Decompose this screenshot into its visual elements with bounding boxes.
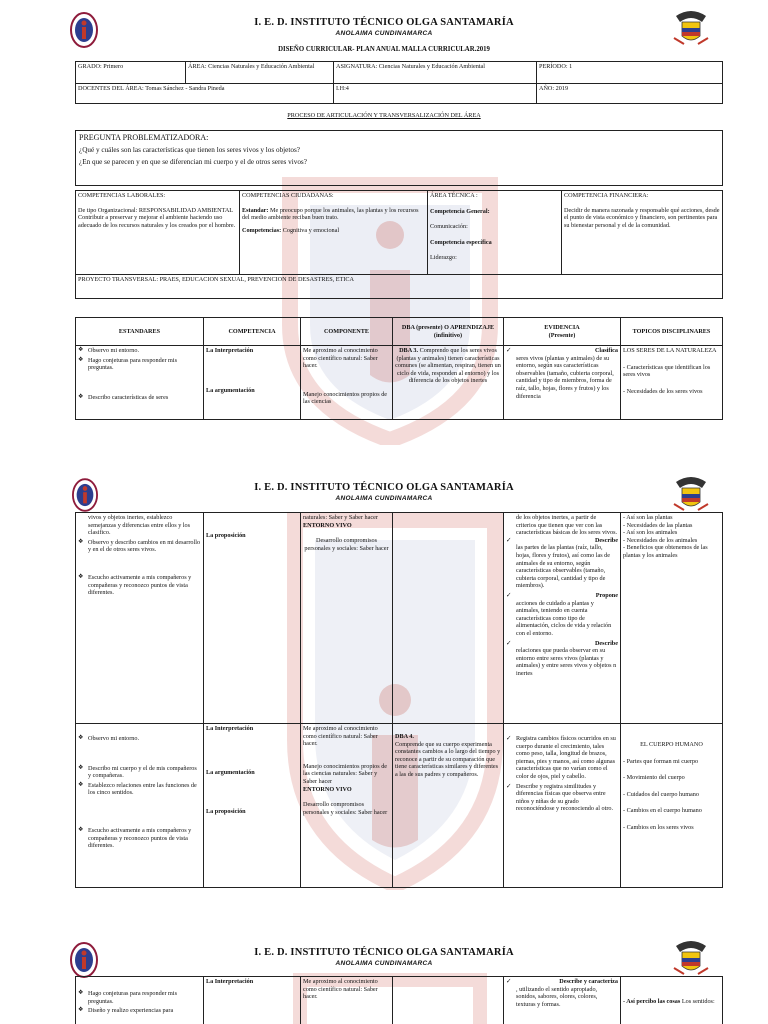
competencias-text: Cognitiva y emocional	[281, 226, 340, 234]
grado-cell: GRADO: Primero	[76, 62, 186, 84]
topico-item: - Partes que forman mi cuerpo	[623, 757, 699, 765]
topico-item: - Así son las plantas	[623, 514, 673, 521]
ciudadanas-cell	[240, 191, 428, 275]
topicos-cell	[621, 977, 723, 1024]
componente-text: Desarrollo compromisos personales y sociales: Saber hacer	[303, 801, 388, 816]
evidencia-cell	[504, 346, 621, 420]
estandar-label: Estandar:	[242, 206, 269, 214]
list-item	[506, 537, 618, 590]
dba-cell	[393, 346, 504, 420]
topico-item: - Necesidades de los seres vivos	[623, 387, 703, 395]
asignatura-cell: ASIGNATURA: Ciencias Naturales y Educación Ambiental	[334, 62, 537, 84]
school-title: I. E. D. INSTITUTO TÉCNICO OLGA SANTAMARÍA	[254, 947, 514, 958]
competencia-interpretacion: La Interpretación	[206, 725, 254, 732]
pregunta-label: PREGUNTA PROBLEMATIZADORA:	[79, 133, 209, 142]
dba-text: Comprende que su cuerpo experimenta constantes cambios a lo largo del tiempo y reconoce a partir de su comparación que tiene características similares y diferentes a las de sus padres y compañeros.	[395, 740, 501, 778]
topico-title: - Así percibo las cosas	[623, 998, 681, 1005]
competencia-cell	[204, 724, 301, 888]
page-1	[0, 0, 768, 446]
page-header	[0, 0, 768, 50]
evidencia-text: acciones de cuidado a plantas y animales, teniendo en cuenta características como tipo de alimentación, ciclos de vida y relación con el entorno.	[516, 599, 612, 637]
list-item: ❖ Diseño y realizo experiencias para	[78, 1007, 201, 1015]
componente-cell	[301, 724, 393, 888]
evidencia-cell	[504, 724, 621, 888]
competencia-cell	[204, 346, 301, 420]
competencia-interpretacion: La Interpretación	[206, 978, 254, 985]
componente-cell	[301, 977, 393, 1024]
malla-table-p1	[75, 317, 723, 420]
school-title: I. E. D. INSTITUTO TÉCNICO OLGA SANTAMARÍA	[254, 17, 514, 28]
ih-cell: I.H:4	[334, 84, 537, 104]
info-table	[75, 61, 723, 104]
competencia-especifica: Competencia específica	[430, 238, 492, 246]
laborales-text: De tipo Organizacional: RESPONSABILIDAD AMBIENTAL Contribuir a preservar y mejorar el ambiente haciendo uso adecuado de los recursos naturales y los creados por el hombre.	[78, 206, 236, 229]
school-shield-icon	[70, 12, 98, 48]
competencia-interpretacion: La Interpretación	[206, 347, 254, 354]
estandares-cell	[76, 977, 204, 1024]
topico-item: - Necesidades de las plantas	[623, 521, 693, 529]
area-cell: ÁREA: Ciencias Naturales y Educación Ambiental	[186, 62, 334, 84]
col-dba: DBA (presente) O APRENDIZAJE (infinitivo)	[393, 318, 504, 346]
malla-table-p2	[75, 512, 723, 888]
docentes-cell: DOCENTES DEL ÁREA: Tomas Sánchez - Sandra Pineda	[76, 84, 334, 104]
topico-title: LOS SERES DE LA NATURALEZA	[623, 347, 717, 354]
competencia-argumentacion: La argumentación	[206, 386, 255, 394]
list-item	[506, 347, 618, 400]
dba-text: Comprendo que los seres vivos (plantas y animales) tienen características comunes (se alimentan, respiran, tienen un ciclo de vida, responden al entorno) y los diferencia de los objetos inertes	[395, 347, 501, 385]
laborales-heading: COMPETENCIAS LABORALES:	[78, 192, 166, 199]
list-item: ❖ Describo mi cuerpo y el de mis compañeros y compañeras.	[78, 765, 201, 780]
list-item: vivos y objetos inertes, establezco semejanzas y diferencias entre ellos y los clasifico.	[88, 514, 191, 537]
competencia-cell	[204, 977, 301, 1024]
competencia-cell	[204, 513, 301, 724]
topicos-cell	[621, 513, 723, 724]
periodo-cell: PERÍODO: 1	[537, 62, 723, 84]
laborales-cell	[76, 191, 240, 275]
school-title: I. E. D. INSTITUTO TÉCNICO OLGA SANTAMARÍA	[254, 482, 514, 493]
page-2	[0, 470, 768, 908]
list-item	[506, 592, 618, 638]
list-item: ❖ Establezco relaciones entre las funciones de los cinco sentidos.	[78, 782, 201, 797]
topico-item: - Así son los animales	[623, 529, 678, 537]
col-estandares: ESTANDARES	[76, 318, 204, 346]
list-item: ❖ Hago conjeturas para responder mis preguntas.	[78, 990, 201, 1005]
proceso-heading: PROCESO DE ARTICULACIÓN Y TRANSVERSALIZACIÓN DEL ÁREA	[287, 112, 481, 119]
evidencia-verb: ✓ Clasifica	[594, 347, 618, 354]
list-item	[506, 978, 618, 1008]
col-componente: COMPONENTE	[301, 318, 393, 346]
estandares-cell	[76, 346, 204, 420]
list-item: ❖ Hago conjeturas para responder mis preguntas.	[78, 357, 201, 372]
list-item: ❖ Escucho activamente a mis compañeros y compañeras y reconozco puntos de vista diferentes.	[78, 827, 201, 850]
competencia-proposicion: La proposición	[206, 532, 246, 539]
topico-title: EL CUERPO HUMANO	[640, 741, 703, 748]
componente-text: Manejo conocimientos propios de las ciencias	[303, 390, 388, 406]
evidencia-text: seres vivos (plantas y animales) de su entorno, según sus características observables (tamaño, cubierta corporal, cantidad y tipo de miembros, forma de raíz, tallo, hojas, flores y frutos) y los diferencia	[516, 354, 614, 400]
dba-label: DBA 3.	[399, 347, 419, 354]
ciudadanas-heading: COMPETENCIAS CIUDADANAS:	[242, 192, 334, 199]
colombia-coat-of-arms-icon	[672, 938, 710, 978]
page-3	[0, 930, 768, 1024]
competencia-proposicion: La proposición	[206, 808, 246, 816]
componente-text: Me aproximo al conocimiento como científico natural: Saber hacer.	[303, 725, 378, 748]
evidencia-text: , utilizando el sentido apropiado, sonidos, sabores, olores, colores, texturas y formas.	[516, 985, 598, 1008]
evidencia-verb: ✓ Propone	[595, 591, 618, 599]
page-header	[0, 930, 768, 974]
evidencia-text: de los objetos inertes, a partir de criterios que tienen que ver con las características básicas de los seres vivos.	[516, 514, 618, 537]
list-item: ❖ Observo mi entorno.	[78, 347, 201, 355]
topico-item: - Necesidades de los animales	[623, 536, 698, 544]
list-item: ❖ Escucho activamente a mis compañeros y compañeras y reconozco puntos de vista diferentes.	[78, 574, 201, 597]
estandares-cell	[76, 513, 204, 724]
list-item: ❖ Observo y describo cambios en mi desarrollo y en el de otros seres vivos.	[78, 539, 201, 554]
evidencia-verb: ✓ Describe	[594, 536, 618, 544]
competencia-general: Competencia General:	[430, 207, 490, 215]
ano-cell: AÑO: 2019	[537, 84, 723, 104]
componente-title: ENTORNO VIVO	[303, 785, 352, 793]
plan-title: DISEÑO CURRICULAR- PLAN ANUAL MALLA CURRICULAR.2019	[278, 46, 490, 53]
liderazgo: Liderazgo:	[430, 254, 457, 262]
financiera-heading: COMPETENCIA FINANCIERA:	[564, 192, 649, 199]
list-item: ❖ Describo características de seres	[78, 394, 201, 402]
topico-item: - Beneficios que obtenemos de las plantas y los animales	[623, 544, 708, 559]
col-evidencia-label: EVIDENCIA	[544, 323, 580, 331]
evidencia-text: relaciones que pueda observar en su entorno entre seres vivos (plantas y animales) y entre seres vivos y objetos n inertes	[516, 647, 617, 677]
topico-item: - Características que identifican los seres vivos	[623, 363, 711, 379]
list-item: ✓ Describe y registra similitudes y diferencias físicas que observa entre niños y niñas de su grado reconociéndose y reconociendo al otro.	[506, 783, 618, 813]
componente-cell	[301, 346, 393, 420]
evidencia-verb: ✓ Describe	[594, 639, 618, 647]
componente-text: naturales: Saber y Saber hacer	[303, 514, 378, 521]
col-topicos: TOPICOS DISCIPLINARES	[621, 318, 723, 346]
comunicacion: Comunicación:	[430, 223, 468, 231]
componente-text: Me aproximo al conocimiento como científico natural: Saber hacer.	[303, 978, 378, 1001]
pregunta-box	[75, 130, 723, 186]
list-item: ❖ Observo mi entorno.	[78, 735, 201, 743]
evidencia-cell	[504, 513, 621, 724]
evidencia-verb: ✓ Describe y caracteriza	[559, 978, 618, 985]
estandar-text: Me preocupo porque los animales, las plantas y los recursos del medio ambiente reciban buen trato.	[242, 206, 419, 222]
school-shield-icon	[70, 942, 98, 978]
componente-text: Me aproximo al conocimiento como científico natural: Saber hacer.	[303, 347, 378, 370]
componente-text: Desarrollo compromisos personales y sociales: Saber hacer	[304, 537, 389, 552]
financiera-text: Decidir de manera razonada y responsable qué acciones, desde el punto de vista económico y financiero, son pertinentes para su bienestar personal y el de la comunidad.	[564, 206, 720, 229]
competencias-label: Competencias:	[242, 226, 282, 234]
col-evidencia-sub: (Presente)	[548, 331, 576, 339]
estandares-cell	[76, 724, 204, 888]
topicos-cell	[621, 346, 723, 420]
dba-cell	[393, 513, 504, 724]
competencias-table	[75, 190, 723, 299]
school-subtitle: ANOLAIMA CUNDINAMARCA	[335, 960, 433, 967]
tecnica-heading: ÁREA TÉCNICA :	[430, 192, 478, 199]
dba-label: DBA 4.	[395, 733, 414, 740]
topico-item: - Cambios en el cuerpo humano	[623, 807, 702, 815]
dba-cell	[393, 724, 504, 888]
componente-title: ENTORNO VIVO	[303, 521, 352, 529]
tecnica-cell	[428, 191, 562, 275]
pregunta-q1: ¿Qué y cuáles son las características que tienen los seres vivos y los objetos?	[79, 146, 300, 154]
proyecto-cell: PROYECTO TRANSVERSAL: PRAES, EDUCACION SEXUAL, PREVENCION DE DESASTRES, ETICA	[76, 275, 723, 299]
list-item: ✓ Registra cambios físicos ocurridos en su cuerpo durante el crecimiento, tales como peso, talla, longitud de brazos, piernas, pies y manos, así como algunas características que no varían como el color de ojos, piel y cabello.	[506, 735, 618, 781]
evidencia-text: las partes de las plantas (raíz, tallo, hojas, flores y frutos), así como las de animales de su entorno, según características observables (tamaño, cubierta corporal, cantidad y tipo de miembros).	[516, 544, 610, 590]
topico-item: Los sentidos:	[680, 998, 715, 1005]
col-evidencia	[504, 318, 621, 346]
componente-text: Manejo conocimientos propios de las ciencias naturales: Saber y Saber hacer	[303, 762, 388, 785]
topicos-cell	[621, 724, 723, 888]
pregunta-q2: ¿En que se parecen y en que se diferencian mi cuerpo y el de otros seres vivos?	[79, 157, 307, 166]
school-subtitle: ANOLAIMA CUNDINAMARCA	[335, 495, 433, 502]
topico-item: - Cambios en los seres vivos	[623, 823, 694, 831]
componente-cell	[301, 513, 393, 724]
competencia-argumentacion: La argumentación	[206, 768, 255, 776]
topico-item: - Cuidados del cuerpo humano	[623, 790, 699, 798]
page-header	[0, 470, 768, 514]
financiera-cell	[562, 191, 723, 275]
school-shield-icon	[72, 478, 98, 512]
dba-cell	[393, 977, 504, 1024]
school-subtitle: ANOLAIMA CUNDINAMARCA	[335, 30, 433, 37]
topico-item: - Movimiento del cuerpo	[623, 774, 685, 782]
colombia-coat-of-arms-icon	[672, 474, 710, 514]
list-item	[506, 640, 618, 678]
colombia-coat-of-arms-icon	[672, 8, 710, 48]
malla-table-p3	[75, 976, 723, 1024]
evidencia-cell	[504, 977, 621, 1024]
col-competencia: COMPETENCIA	[204, 318, 301, 346]
